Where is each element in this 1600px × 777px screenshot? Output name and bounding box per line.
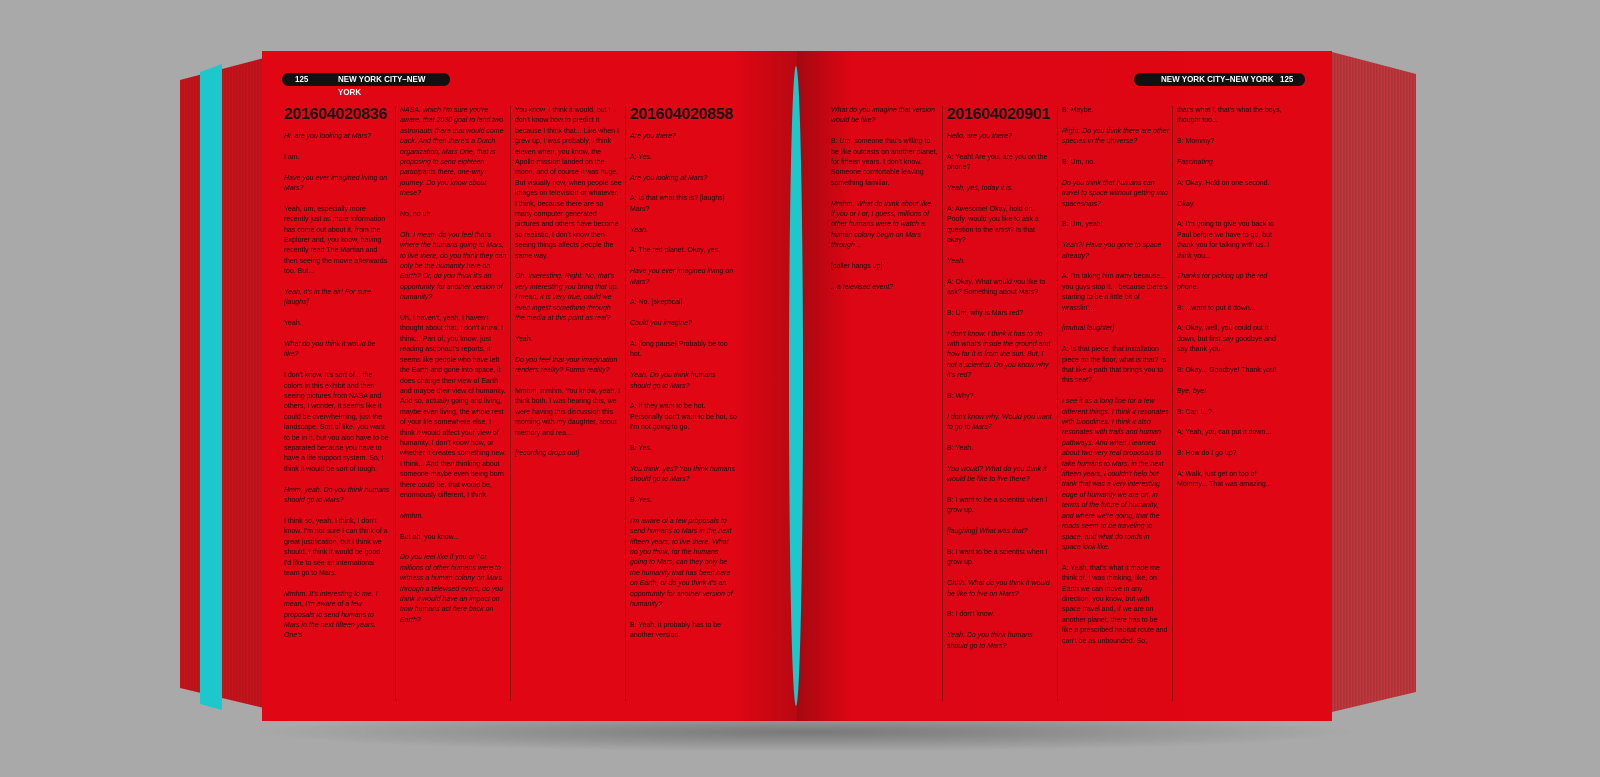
interviewer-line: Yeah. Do you think humans should go to Mars? xyxy=(947,632,1033,650)
interviewer-line: Do you feel like if you or I or millions of other humans were to witness a human colony on Mars through a televised event, do you think it would have an impact on how humans act here back on Earth? xyxy=(400,554,504,624)
column-rule xyxy=(395,106,396,701)
interviewer-line: What do you imagine that version would be like? xyxy=(831,107,935,125)
caller-line: I don't know. It's sort of... the colors in this exhibit and then seeing pictures from NASA and others, I wonder, it seems like it could be overwhelming, just the landscape. Sort of like, you want to be in it, but you also have to be separated because you have to have a life support system. So, I think it would be sort of tough. xyxy=(284,372,389,473)
caller-line: B: I don't know. xyxy=(947,611,995,619)
interviewer-line: Yeah?! Have you gone to space already? xyxy=(1062,242,1162,260)
caller-line: B: Okay... Goodbye! Thank you! xyxy=(1177,367,1276,375)
caller-line: Yeah. xyxy=(515,335,533,343)
right-page xyxy=(797,51,1332,721)
right-col-2 xyxy=(947,106,1054,662)
caller-line: A: Yeah, you can put it down... xyxy=(1177,429,1272,437)
interviewer-line: [laughing] What was that? xyxy=(947,528,1028,536)
caller-line: B: I want to be a scientist when I grow up. xyxy=(947,549,1048,567)
teal-page-edge xyxy=(200,64,222,710)
caller-line: B: Um, no. xyxy=(1062,159,1096,166)
caller-line: A: Yeah! Are you, are you on the phone? xyxy=(947,153,1048,172)
caller-line: A: Is that what this is? [laughs] Mars? xyxy=(630,195,725,213)
interviewer-line: Hi, are you looking at Mars? xyxy=(284,133,372,140)
column-rule xyxy=(1057,106,1058,701)
caller-line: I am. xyxy=(284,153,300,161)
caller-line: But ah, you know... xyxy=(400,533,460,541)
right-col-1 xyxy=(831,106,938,304)
interviewer-line: What do you think it would be like? xyxy=(284,341,376,359)
caller-line: A: [long pause] Probably be too hot. xyxy=(630,340,728,359)
left-header-bar xyxy=(282,73,450,97)
interviewer-line: [recording drops out] xyxy=(515,450,580,458)
interviewer-line: Yeah. xyxy=(947,257,965,265)
caller-line: A: Okay, well, you could put it down, but first say goodbye and say thank you. xyxy=(1177,325,1276,354)
interviewer-line: You would? What do you think it would be like to live there? xyxy=(947,465,1047,484)
caller-line: B: How do I go up? xyxy=(1177,450,1237,458)
caller-line: Yeah. xyxy=(284,320,302,328)
interviewer-line: Bye, bye! xyxy=(1177,387,1207,395)
caller-line: B: Yes. xyxy=(630,497,652,504)
left-col-4 xyxy=(630,106,737,652)
caller-line: A: Yes. xyxy=(630,153,652,161)
caller-line: B: Um, why is Mars red? xyxy=(947,309,1024,317)
caller-line: B: Mommy? xyxy=(1177,138,1215,146)
caller-line: A: No. [skeptical] xyxy=(630,299,683,307)
caller-line: Uh, I haven't, yeah, I haven't thought about that. I don't know. I think... Part of, you know, just reading astronaut's reports, it seems like people who have left the Earth and gone into space, it does change their view of Earth and maybe their view of humanity. And so, actually going and living, maybe even living, the whole rest of your life somewhere else, I think it would affect your view of humanity. I don't know how, or whether it creates something new. I think... And then thinking about someone maybe even being born there could be, that would be, enormously different, I think. xyxy=(400,315,506,499)
interviewer-line: Okay. xyxy=(1177,200,1195,208)
interviewer-line: Right. Do you think there are other species in the universe? xyxy=(1062,127,1170,146)
caller-line: B: ...want to put it down... xyxy=(1177,304,1256,312)
interviewer-line: Oh. Interesting. Right. No, that's very interesting you bring that up. I mean, it is very true, could we even ingest something through the media at this point as real? xyxy=(515,273,619,323)
transcript-timestamp-heading: 201604020901 xyxy=(947,106,1051,123)
right-header-bar xyxy=(1134,73,1305,86)
caller-line: A: Okay. Hold on one second. xyxy=(1177,179,1270,187)
caller-line: I think so, yeah. I think, I don't know. I'm not sure I can think of a great justification, but I think we should. I think it would be good. I'd like to see an international team go to Mars. xyxy=(284,517,388,577)
right-col-3 xyxy=(1062,106,1169,657)
caller-line: that's what I, that's what the boys, thought too... xyxy=(1177,107,1282,125)
interviewer-line: Hello, are you there? xyxy=(947,133,1012,140)
interviewer-line: Hmm, yeah. Do you think humans should go to Mars? xyxy=(284,486,390,505)
caller-line: A: Yeah, that's what it made me think of. I was thinking, like, on Earth we can move in any direction, you know, but with space travel and, if we are on another planet, there has to be like a prescribed habitat route and can't be as unbounded. So, xyxy=(1062,564,1168,645)
interviewer-line: Yeah. Do you think humans should go to Mars? xyxy=(630,372,716,390)
right-col-4 xyxy=(1177,106,1284,501)
interviewer-line: Thanks for picking up the red phone. xyxy=(1177,273,1268,291)
interviewer-line: [mutual laughter] xyxy=(1062,325,1115,333)
caller-line: A: Is that piece, that installation piece on the floor, what is that? Is that like a path that brings you to this seat? xyxy=(1062,346,1166,385)
transcript-timestamp-heading: 201604020858 xyxy=(630,106,734,123)
left-col-1 xyxy=(284,106,391,652)
interviewer-line: Are you there? xyxy=(630,133,676,140)
caller-line: A: Walk, just get on top of Mommy... That was amazing... xyxy=(1177,471,1272,489)
interviewer-line: Yeah, it's in the air! For sure. [laughs] xyxy=(284,289,373,307)
caller-line: B: Um, yeah! xyxy=(1062,221,1103,229)
caller-line: B: Yes. xyxy=(630,445,652,452)
caller-line: A: I'm going to give you back to Paul before we have to go, but thank you for talking with us. I think you... xyxy=(1177,221,1275,260)
caller-line: B: Yeah. xyxy=(947,445,974,453)
interviewer-line: Oh. I mean, do you feel that's where the humans going to Mars, to live there, do you think they can only be the humanity here on Earth? Or, do you think it's an opportunity for another version of humanity? xyxy=(400,231,507,302)
interviewer-line: Fascinating. xyxy=(1177,159,1215,166)
caller-line: B: Yeah, it probably has to be another version. xyxy=(630,621,722,640)
caller-line: A: Okay. What would you like to ask? Something about Mars? xyxy=(947,278,1046,297)
interviewer-line: NASA, which I'm sure you're aware, that 2030 goal to land two astronauts there that would come back. And then there's a Dutch organization, Mars One, that is proposing to send eighteen participants there, one-way journey. Do you know about these? xyxy=(400,107,504,198)
interviewer-line: Are you looking at Mars? xyxy=(630,174,708,182)
right-page-stack xyxy=(1332,52,1416,712)
interviewer-line: Ohhh. What do you think it would be like to live on Mars? xyxy=(947,580,1050,598)
left-page-stack xyxy=(180,58,264,708)
interviewer-line: Yeah. xyxy=(630,226,648,234)
caller-line: A: The red planet. Okay, yes. xyxy=(630,247,721,255)
caller-line: B: Um, someone that's willing to be like outcasts on another planet, for fifteen years. I don't know. Someone comfortable leaving something familiar. xyxy=(831,138,938,187)
caller-line: You know, I think it would, but I don't know how to predict it because I think that... Like when I grew up, I was probably, I think eleven when, you know, the Apollo mission landed on the moon, and of course it was huge. But visually now, when people see images on television or whatever, I think, because there are so many computer generated pictures and others have become so realistic, I don't know then seeing things affects people the same way. xyxy=(515,107,622,260)
interviewer-line: Yeah, yes, today it is. xyxy=(947,185,1014,192)
left-col-2 xyxy=(400,106,507,637)
interviewer-line: Do you think that humans can travel to space without getting into spaceships? xyxy=(1062,179,1168,208)
interviewer-line: Mmhm. It's interesting to me. I mean, I'm aware of a few proposals to send humans to Mars in the next fifteen years. One's xyxy=(284,590,378,640)
interviewer-line: Mmhm. What do think about like, if you or I or, I guess, millions of other humans were to watch a human colony begin on Mars through... xyxy=(831,200,933,250)
caller-line: No, no uh. xyxy=(400,211,433,219)
interviewer-line: I don't know why. Would you want to go to Mars? xyxy=(947,413,1052,432)
column-rule xyxy=(625,106,626,701)
column-rule xyxy=(942,106,943,701)
interviewer-line: Could you imagine? xyxy=(630,320,692,328)
right-running-title: NEW YORK CITY–NEW YORK xyxy=(1161,75,1274,84)
interviewer-line: Mmhm. xyxy=(400,512,424,520)
interviewer-line: Have you ever imagined living on Mars? xyxy=(630,268,734,286)
column-rule xyxy=(1172,106,1173,701)
interviewer-line: I'm aware of a few proposals to send humans to Mars in the next fifteen years, to live there. What do you think, for the humans going to Mars, can they only be the humanity that has been here on Earth, or do you think it's an opportunity for another version of humanity? xyxy=(630,517,733,609)
caller-line: B: I want to be a scientist when I grow up. xyxy=(947,497,1048,515)
caller-line: Mmhm, mmhm. You know, yeah, I think both. I was hearing this, we were having this discussion this morning with my daughter, about memory and rea... xyxy=(515,387,621,437)
interviewer-line: Do you feel that your imagination renders reality? Forms reality? xyxy=(515,356,618,375)
spine-teal-edge xyxy=(789,66,803,706)
left-page xyxy=(262,51,797,721)
caller-line: Yeah, um, especially more recently just as more information has come out about it, from the Explorer and, you know, having recently read The Martian and then seeing the movie afterwards too. But... xyxy=(284,205,388,276)
right-page-number: 125 xyxy=(1280,75,1294,84)
caller-line: B: Maybe. xyxy=(1062,107,1094,114)
caller-line: B: Can I...? xyxy=(1177,408,1213,416)
interviewer-line: I don't know. I think it has to do with what's inside the ground and how far it is from the sun. But, I not a scientist. Do you know why it's red? xyxy=(947,330,1051,380)
transcript-timestamp-heading: 201604020836 xyxy=(284,106,388,123)
caller-line: A: If they want to be hot. Personally don't want to be hot, so I'm not going to go. xyxy=(630,403,737,432)
interviewer-line: I see it as a long line for a few different things. I think it resonates with bloodlines. I think it also resonates with trails and human pathways. And when I learned about two very real proposals to take humans to Mars, in the next fifteen years, I couldn't help but think that was a very interesting edge of humanity we are on, in terms of the future of humanity, and where we're going, that the roads seem to be traveling to space, and what do roads in space look like. xyxy=(1062,398,1169,551)
caller-line: A: Awesome! Okay, hold on. Poofy, would you like to ask a question to the artist? Is that okay? xyxy=(947,205,1039,245)
interviewer-line: ...a televised event? xyxy=(831,283,894,291)
left-page-number: 125 xyxy=(295,75,309,84)
caller-line: B: Why? xyxy=(947,393,974,401)
left-running-title: NEW YORK CITY–NEW YORK xyxy=(338,75,426,97)
interviewer-line: Have you ever imagined living on Mars? xyxy=(284,174,388,192)
column-rule xyxy=(510,106,511,701)
caller-line: A: I'm taking him away because... you guys stop it... because there's starting to be a little bit of wrasslin'... xyxy=(1062,273,1168,312)
interviewer-line: You think, yes? You think humans should go to Mars? xyxy=(630,465,735,484)
left-col-3 xyxy=(515,106,622,470)
caller-line: [caller hangs up] xyxy=(831,263,883,271)
